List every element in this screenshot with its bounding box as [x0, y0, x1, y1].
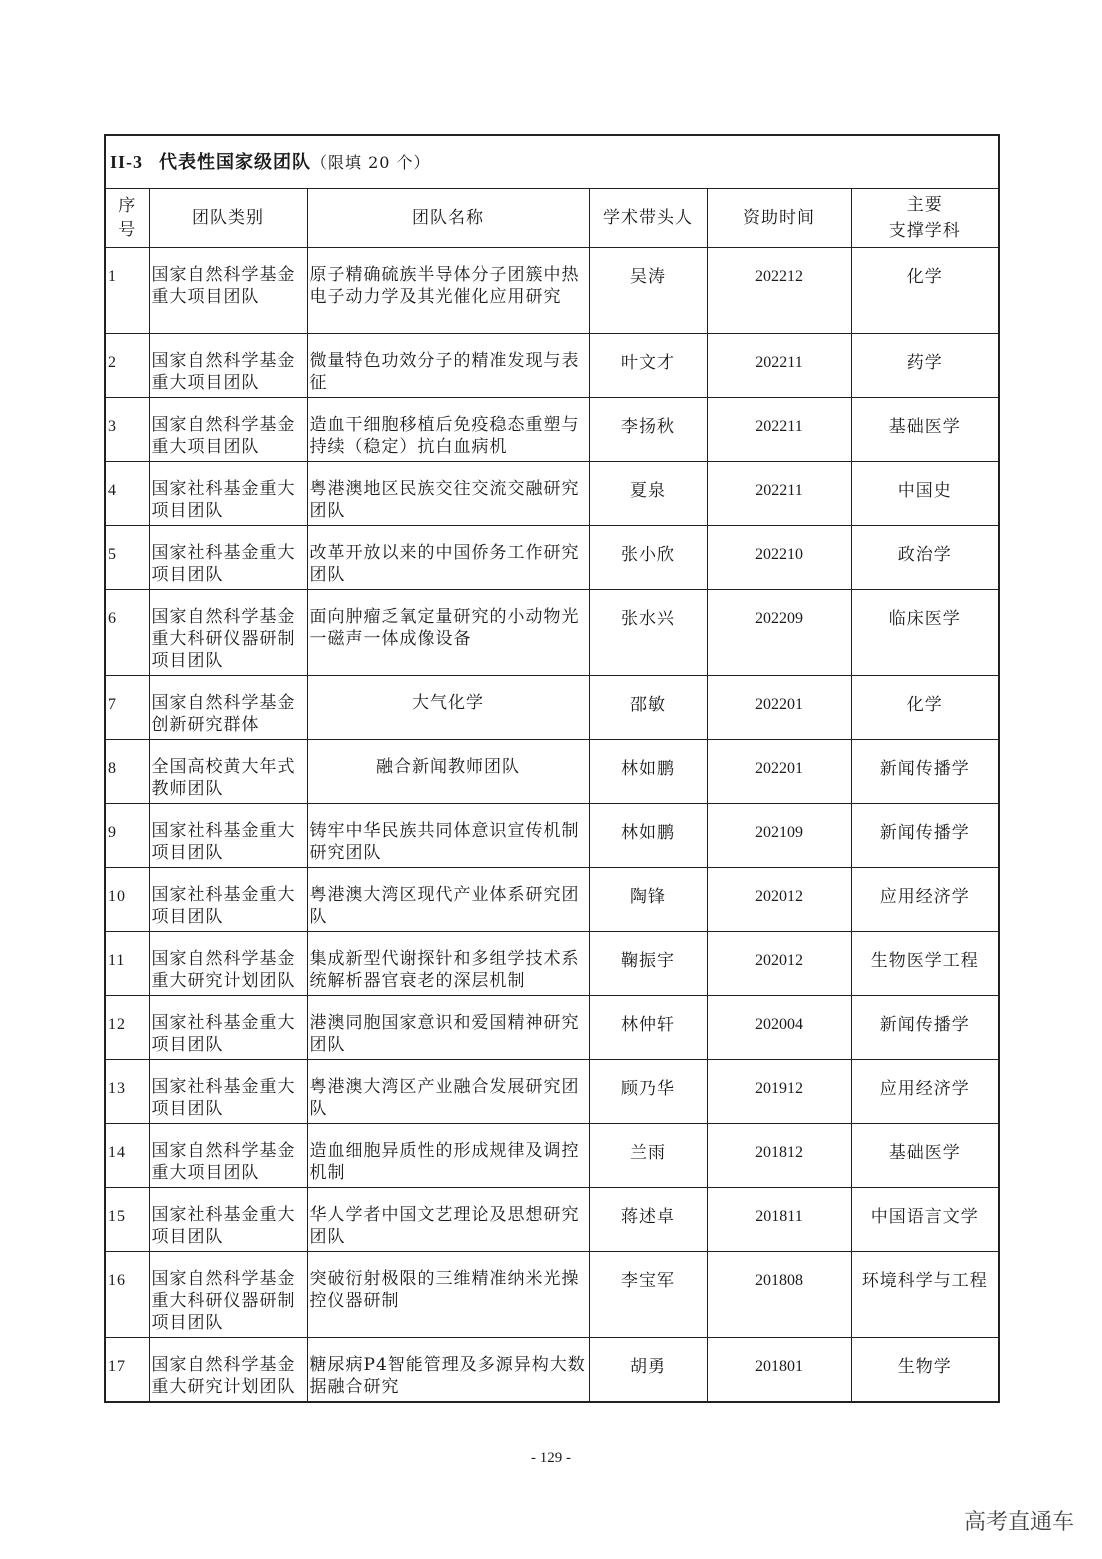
- row-subject: 新闻传播学: [851, 996, 999, 1060]
- row-seq: 7: [105, 676, 149, 740]
- row-leader: 李宝军: [589, 1252, 707, 1338]
- row-subject: 环境科学与工程: [851, 1252, 999, 1338]
- row-seq: 4: [105, 462, 149, 526]
- watermark: 高考直通车: [963, 1510, 1074, 1535]
- header-date: 资助时间: [707, 189, 851, 248]
- table-row: [105, 1124, 999, 1188]
- row-name: 华人学者中国文艺理论及思想研究团队: [307, 1188, 589, 1252]
- row-name: 粤港澳大湾区产业融合发展研究团队: [307, 1060, 589, 1124]
- header-leader: 学术带头人: [589, 189, 707, 248]
- row-subject: 基础医学: [851, 1124, 999, 1188]
- row-subject: 应用经济学: [851, 868, 999, 932]
- row-leader: 林仲轩: [589, 996, 707, 1060]
- row-subject: 新闻传播学: [851, 804, 999, 868]
- row-subject: 中国语言文学: [851, 1188, 999, 1252]
- row-date: 201912: [707, 1060, 851, 1124]
- row-name: 原子精确硫族半导体分子团簇中热电子动力学及其光催化应用研究: [307, 248, 589, 334]
- row-leader: 李扬秋: [589, 398, 707, 462]
- row-seq: 3: [105, 398, 149, 462]
- row-category: 国家社科基金重大项目团队: [149, 804, 307, 868]
- table-row: [105, 676, 999, 740]
- table-row: [105, 1252, 999, 1338]
- row-date: 202210: [707, 526, 851, 590]
- row-seq: 14: [105, 1124, 149, 1188]
- row-date: 201801: [707, 1338, 851, 1402]
- row-seq: 15: [105, 1188, 149, 1252]
- table-row: [105, 248, 999, 334]
- section-note: （限填 20 个）: [311, 152, 431, 172]
- row-leader: 夏泉: [589, 462, 707, 526]
- header-seq: 序号: [105, 189, 149, 248]
- row-date: 202211: [707, 398, 851, 462]
- row-date: 202211: [707, 462, 851, 526]
- row-name: 面向肿瘤乏氧定量研究的小动物光一磁声一体成像设备: [307, 590, 589, 676]
- row-subject: 药学: [851, 334, 999, 398]
- row-name: 集成新型代谢探针和多组学技术系统解析器官衰老的深层机制: [307, 932, 589, 996]
- row-name: 粤港澳大湾区现代产业体系研究团队: [307, 868, 589, 932]
- table-row: [105, 740, 999, 804]
- table-row: [105, 590, 999, 676]
- header-subject-line1: 主要: [906, 195, 943, 215]
- row-date: 202212: [707, 248, 851, 334]
- row-leader: 陶锋: [589, 868, 707, 932]
- row-category: 国家自然科学基金重大科研仪器研制项目团队: [149, 590, 307, 676]
- row-date: 201808: [707, 1252, 851, 1338]
- row-leader: 吴涛: [589, 248, 707, 334]
- table-row: [105, 462, 999, 526]
- row-category: 国家社科基金重大项目团队: [149, 868, 307, 932]
- row-date: 201811: [707, 1188, 851, 1252]
- table-body: [105, 248, 999, 1402]
- row-seq: 10: [105, 868, 149, 932]
- row-leader: 顾乃华: [589, 1060, 707, 1124]
- row-seq: 12: [105, 996, 149, 1060]
- row-seq: 16: [105, 1252, 149, 1338]
- row-subject: 政治学: [851, 526, 999, 590]
- row-leader: 林如鹏: [589, 804, 707, 868]
- row-seq: 1: [105, 248, 149, 334]
- header-subject: [851, 189, 999, 248]
- row-subject: 基础医学: [851, 398, 999, 462]
- row-leader: 鞠振宇: [589, 932, 707, 996]
- row-name: 融合新闻教师团队: [307, 740, 589, 804]
- row-date: 202004: [707, 996, 851, 1060]
- row-leader: 邵敏: [589, 676, 707, 740]
- row-date: 202211: [707, 334, 851, 398]
- row-leader: 胡勇: [589, 1338, 707, 1402]
- row-subject: 化学: [851, 676, 999, 740]
- row-name: 粤港澳地区民族交往交流交融研究团队: [307, 462, 589, 526]
- row-seq: 5: [105, 526, 149, 590]
- row-name: 造血干细胞移植后免疫稳态重塑与持续（稳定）抗白血病机: [307, 398, 589, 462]
- row-name: 大气化学: [307, 676, 589, 740]
- row-date: 202012: [707, 932, 851, 996]
- page-number: - 129 -: [531, 1450, 571, 1466]
- row-subject: 应用经济学: [851, 1060, 999, 1124]
- row-seq: 2: [105, 334, 149, 398]
- row-name: 微量特色功效分子的精准发现与表征: [307, 334, 589, 398]
- row-subject: 临床医学: [851, 590, 999, 676]
- row-category: 国家自然科学基金重大项目团队: [149, 248, 307, 334]
- header-subject-line2: 支撑学科: [888, 221, 961, 241]
- table-row: [105, 804, 999, 868]
- header-category: 团队类别: [149, 189, 307, 248]
- row-seq: 17: [105, 1338, 149, 1402]
- row-leader: 林如鹏: [589, 740, 707, 804]
- row-category: 全国高校黄大年式教师团队: [149, 740, 307, 804]
- row-category: 国家自然科学基金重大科研仪器研制项目团队: [149, 1252, 307, 1338]
- table-row: [105, 1338, 999, 1402]
- row-subject: 中国史: [851, 462, 999, 526]
- row-date: 201812: [707, 1124, 851, 1188]
- table-row: [105, 868, 999, 932]
- header-name: 团队名称: [307, 189, 589, 248]
- row-category: 国家社科基金重大项目团队: [149, 462, 307, 526]
- table-row: [105, 334, 999, 398]
- row-category: 国家自然科学基金创新研究群体: [149, 676, 307, 740]
- row-category: 国家社科基金重大项目团队: [149, 1060, 307, 1124]
- row-seq: 13: [105, 1060, 149, 1124]
- row-name: 糖尿病P4智能管理及多源异构大数据融合研究: [307, 1338, 589, 1402]
- section-title-text: 代表性国家级团队: [159, 151, 312, 173]
- table-header-row: [105, 189, 999, 248]
- row-subject: 化学: [851, 248, 999, 334]
- row-subject: 生物学: [851, 1338, 999, 1402]
- row-category: 国家社科基金重大项目团队: [149, 526, 307, 590]
- row-category: 国家社科基金重大项目团队: [149, 1188, 307, 1252]
- table-row: [105, 526, 999, 590]
- row-subject: 生物医学工程: [851, 932, 999, 996]
- row-category: 国家自然科学基金重大项目团队: [149, 334, 307, 398]
- row-leader: 张小欣: [589, 526, 707, 590]
- row-leader: 兰雨: [589, 1124, 707, 1188]
- national-teams-table: [104, 134, 1000, 1403]
- section-title: [105, 135, 999, 189]
- row-seq: 6: [105, 590, 149, 676]
- row-name: 造血细胞异质性的形成规律及调控机制: [307, 1124, 589, 1188]
- row-category: 国家自然科学基金重大项目团队: [149, 398, 307, 462]
- row-category: 国家自然科学基金重大研究计划团队: [149, 932, 307, 996]
- row-name: 改革开放以来的中国侨务工作研究团队: [307, 526, 589, 590]
- row-seq: 11: [105, 932, 149, 996]
- row-leader: 蒋述卓: [589, 1188, 707, 1252]
- row-date: 202109: [707, 804, 851, 868]
- row-name: 铸牢中华民族共同体意识宣传机制研究团队: [307, 804, 589, 868]
- row-date: 202012: [707, 868, 851, 932]
- row-date: 202201: [707, 676, 851, 740]
- row-leader: 张水兴: [589, 590, 707, 676]
- table-row: [105, 996, 999, 1060]
- table-row: [105, 398, 999, 462]
- table-row: [105, 1060, 999, 1124]
- section-code: II-3: [110, 151, 144, 172]
- row-seq: 8: [105, 740, 149, 804]
- table-row: [105, 1188, 999, 1252]
- row-subject: 新闻传播学: [851, 740, 999, 804]
- row-date: 202209: [707, 590, 851, 676]
- row-category: 国家社科基金重大项目团队: [149, 996, 307, 1060]
- row-date: 202201: [707, 740, 851, 804]
- row-name: 突破衍射极限的三维精准纳米光操控仪器研制: [307, 1252, 589, 1338]
- row-seq: 9: [105, 804, 149, 868]
- row-category: 国家自然科学基金重大研究计划团队: [149, 1338, 307, 1402]
- row-leader: 叶文才: [589, 334, 707, 398]
- table-row: [105, 932, 999, 996]
- row-name: 港澳同胞国家意识和爱国精神研究团队: [307, 996, 589, 1060]
- row-category: 国家自然科学基金重大项目团队: [149, 1124, 307, 1188]
